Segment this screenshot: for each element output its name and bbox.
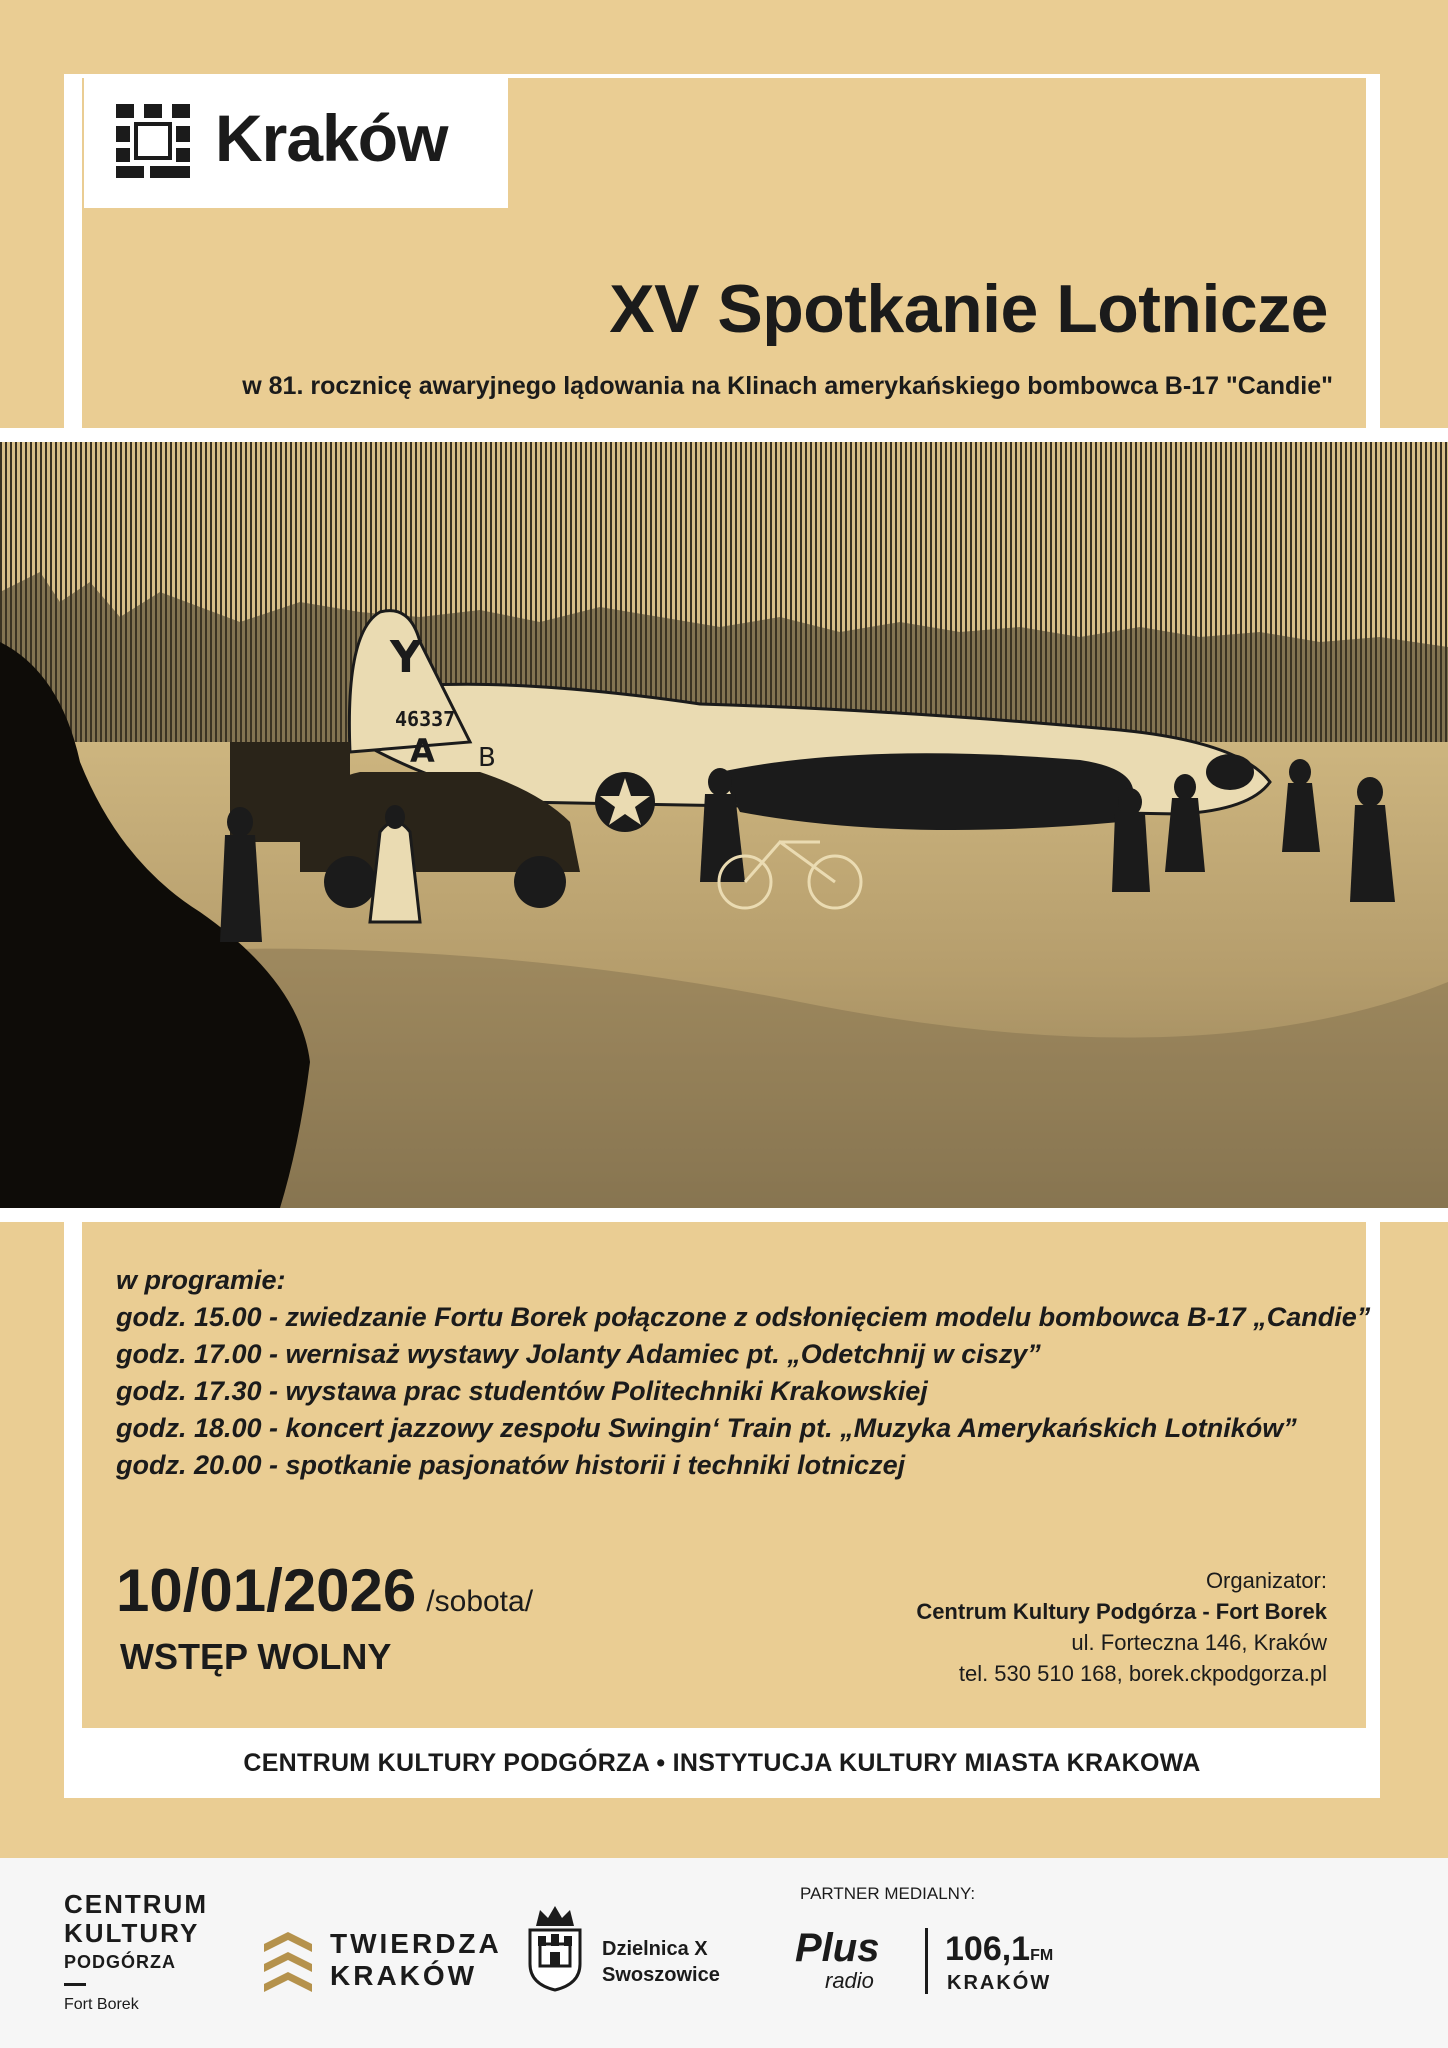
frame-left-lower xyxy=(64,1208,82,1798)
entry-info: WSTĘP WOLNY xyxy=(120,1636,392,1677)
twierdza-line: TWIERDZA xyxy=(330,1928,502,1959)
ck-line: PODGÓRZA xyxy=(64,1952,177,1972)
partner-label: PARTNER MEDIALNY: xyxy=(800,1884,976,1903)
radio-freq xyxy=(945,1930,1053,1969)
radio-city: KRAKÓW xyxy=(947,1972,1052,1994)
twierdza-chevron-icon xyxy=(262,1930,314,1992)
centrum-kultury-logo xyxy=(64,1890,208,2019)
tail-serial: 46337 xyxy=(395,707,456,731)
coat-of-arms-icon xyxy=(526,1904,584,1992)
krakow-logo-text: Kraków xyxy=(215,101,448,175)
tail-code-a: A xyxy=(410,732,435,770)
page-title: XV Spotkanie Lotnicze xyxy=(609,271,1328,347)
partners-bar xyxy=(0,1858,1448,2048)
radio-divider xyxy=(925,1928,928,1994)
ck-line: CENTRUM xyxy=(64,1889,208,1919)
program-item: godz. 18.00 - koncert jazzowy zespołu Swingin‘ Train pt. „Muzyka Amerykańskich Lotników” xyxy=(116,1413,1297,1443)
organizer-block xyxy=(916,1565,1327,1689)
program-item: godz. 15.00 - zwiedzanie Fortu Borek połączone z odsłonięciem modelu bombowca B-17 „Candie” xyxy=(116,1302,1371,1332)
program-item: godz. 17.00 - wernisaż wystawy Jolanty Adamiec pt. „Odetchnij w ciszy” xyxy=(116,1339,1041,1369)
photo-band-bottom xyxy=(0,1208,1448,1222)
organizer-label: Organizator: xyxy=(1205,1568,1327,1593)
event-date-value: 10/01/2026 xyxy=(116,1557,417,1624)
footer-strip: CENTRUM KULTURY PODGÓRZA • INSTYTUCJA KULTURY MIASTA KRAKOWA xyxy=(64,1728,1380,1798)
b17-photo xyxy=(0,442,1448,1208)
frame-right-upper xyxy=(1366,74,1380,429)
organizer-name: Centrum Kultury Podgórza - Fort Borek xyxy=(916,1599,1327,1624)
ck-line: Fort Borek xyxy=(64,1996,139,2013)
tail-letter: Y xyxy=(390,632,422,683)
program-heading: w programie: xyxy=(116,1265,286,1295)
dzielnica-line: Dzielnica X xyxy=(602,1938,708,1960)
radio-plus-main: Plus xyxy=(795,1926,880,1970)
organizer-address: ul. Forteczna 146, Kraków xyxy=(1071,1630,1327,1655)
event-date xyxy=(116,1556,533,1625)
photo-band-top xyxy=(0,428,1448,442)
program-item: godz. 17.30 - wystawa prac studentów Politechniki Krakowskiej xyxy=(116,1376,928,1406)
twierdza-line: KRAKÓW xyxy=(330,1960,478,1991)
radio-fm: FM xyxy=(1030,1947,1054,1964)
krakow-logo-icon xyxy=(116,104,190,178)
dzielnica-logo xyxy=(602,1936,720,1988)
page-subtitle: w 81. rocznicę awaryjnego lądowania na Klinach amerykańskiego bombowca B-17 "Candie" xyxy=(242,372,1333,400)
event-weekday: /sobota/ xyxy=(426,1585,534,1618)
radio-plus-sub: radio xyxy=(825,1968,874,1993)
ck-line: KULTURY xyxy=(64,1918,200,1948)
radio-freq-value: 106,1 xyxy=(945,1930,1031,1968)
program-item: godz. 20.00 - spotkanie pasjonatów historii i techniki lotniczej xyxy=(116,1450,906,1480)
ck-divider xyxy=(64,1983,86,1986)
frame-left-upper xyxy=(64,74,82,429)
tail-code-b: B xyxy=(478,743,496,773)
dzielnica-line: Swoszowice xyxy=(602,1964,720,1986)
program-list xyxy=(116,1262,1370,1484)
twierdza-krakow-logo xyxy=(330,1928,502,1992)
organizer-contact: tel. 530 510 168, borek.ckpodgorza.pl xyxy=(958,1661,1327,1686)
